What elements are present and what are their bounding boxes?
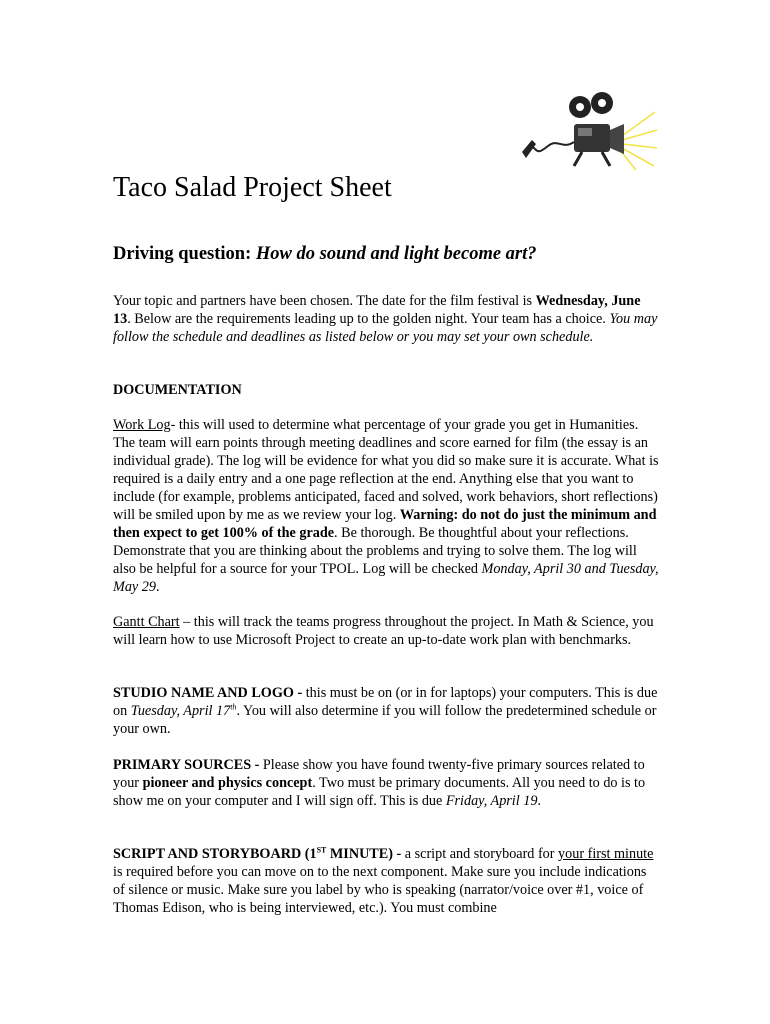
work-log-text-3: . [155, 579, 160, 595]
intro-text: Your topic and partners have been chosen. The date for the film festival is [113, 293, 536, 309]
gantt-text: – this will track the teams progress throughout the project. In Math & Science, you will learn how to use Microsoft Project to create an up-to-date work plan with benchmarks. [113, 614, 654, 648]
gantt-section [113, 613, 661, 649]
studio-text-2: . You will also determine if you will follow the predetermined schedule or your own. [113, 703, 657, 737]
script-text: a script and storyboard for [401, 846, 559, 862]
script-heading-sup: ST [316, 845, 327, 855]
work-log-dates: Monday, April 30 and Tuesday, May 29 [113, 561, 659, 595]
intro-italic: You may follow the schedule and deadlines as listed below or you may set your own schedule. [113, 311, 658, 345]
work-log-text-2: . Be thorough. Be thoughtful about your reflections. Demonstrate that you are thinking about the problems and trying to solve them. The log will also be helpful for a source for your TPOL. Log will be checked [113, 525, 637, 577]
primary-text-2: . Two must be primary documents. All you need to do is to show me on your computer and I will sign off. This is due [113, 775, 646, 809]
studio-due [131, 703, 237, 719]
primary-text-3: . [537, 793, 541, 809]
script-heading-b: MINUTE) - [326, 846, 402, 862]
work-log-section [113, 416, 661, 596]
studio-text: this must be on (or in for laptops) your computers. This is due on [113, 685, 658, 719]
gantt-label: Gantt Chart [113, 614, 180, 630]
page-title: Taco Salad Project Sheet [113, 172, 392, 203]
work-log-text: - this will used to determine what percentage of your grade you get in Humanities. The team will earn points through meeting deadlines and score earned for film (the essay is an individual grade). The log will be evidence for what you did so make sure it is accurate. What is required is a daily entry and a one page reflection at the end. Anything else that you want to include (for example, problems anticipated, faced and solved, work behaviors, short reflections) will be smiled upon by me as we review your log. [113, 417, 659, 523]
driving-question-label: Driving question: [113, 244, 252, 264]
documentation-heading [113, 381, 661, 399]
primary-text: Please show you have found twenty-five primary sources related to your [113, 757, 645, 791]
primary-sources-section [113, 756, 661, 810]
intro-paragraph [113, 292, 661, 346]
documentation-heading-text: DOCUMENTATION [113, 382, 242, 398]
script-heading-a: SCRIPT AND STORYBOARD (1 [113, 846, 317, 862]
primary-due: Friday, April 19 [445, 793, 538, 809]
studio-heading: STUDIO NAME AND LOGO - [113, 685, 303, 701]
script-underlined: your first minute [558, 846, 654, 862]
film-projector-icon [518, 90, 658, 172]
script-heading [113, 846, 401, 862]
work-log-label: Work Log [113, 417, 171, 433]
driving-question-text: How do sound and light become art? [255, 244, 537, 264]
script-section [113, 845, 661, 917]
primary-heading: PRIMARY SOURCES - [113, 757, 260, 773]
work-log-warning: Warning: do not do just the minimum and then expect to get 100% of the grade [113, 507, 657, 541]
script-text-2: is required before you can move on to the next component. Make sure you include indications of silence or music. Make sure you label by who is speaking (narrator/voice over #1, voice of Thomas Edison, who is being interviewed, etc.). You must combine [113, 864, 647, 916]
studio-due-date: Tuesday, April 17 [130, 703, 231, 719]
primary-bold: pioneer and physics concept [142, 775, 313, 791]
festival-date: Wednesday, June 13 [113, 293, 641, 327]
driving-question [113, 244, 537, 265]
studio-due-sup: th [230, 702, 237, 712]
studio-section [113, 684, 661, 738]
intro-text-2: . Below are the requirements leading up to the golden night. Your team has a choice. [127, 311, 610, 327]
